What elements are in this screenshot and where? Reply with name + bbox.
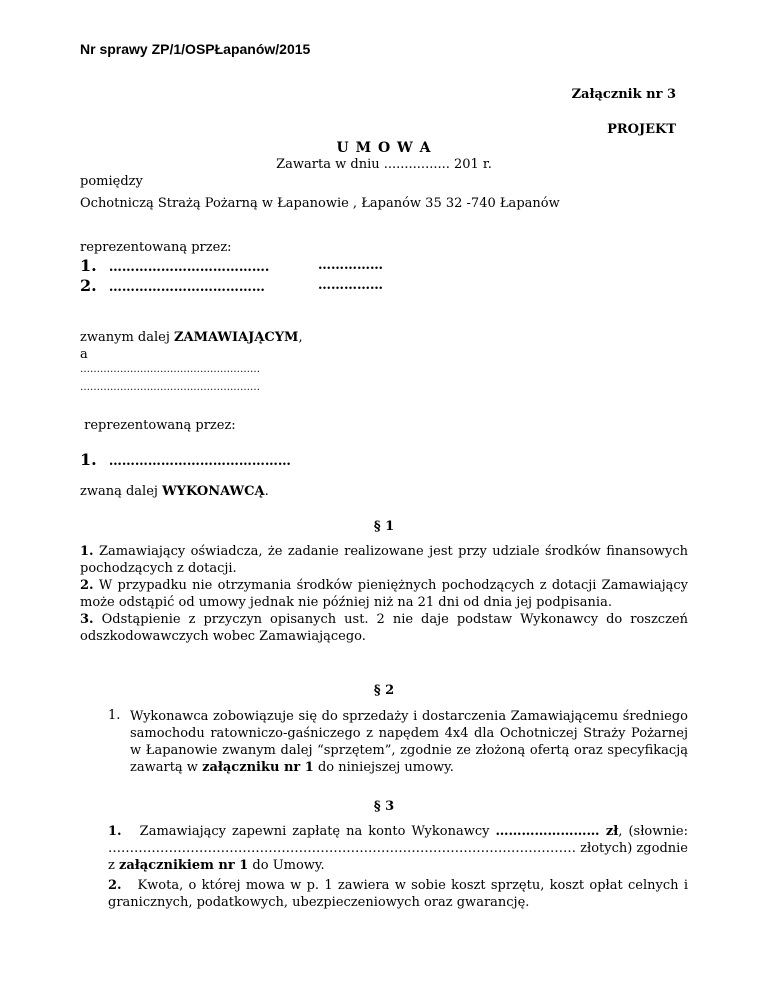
section-2-title: § 2 — [373, 683, 395, 698]
rep2-number: 1. — [80, 450, 97, 469]
p1-text-b: , (słownie: ……………………………………………………………………………………………… złotych) zgodnie z — [108, 824, 688, 873]
section-2-text — [130, 708, 688, 776]
section-2-text-b: do niniejszej umowy. — [313, 760, 454, 775]
item-text: Zamawiający oświadcza, że zadanie realizowane jest przy udziale środków finansowych pochodzących z dotacji. — [80, 544, 688, 576]
item-number: 1. — [108, 824, 122, 839]
section-1-title: § 1 — [373, 519, 395, 534]
currency: zł — [599, 824, 619, 839]
represented-by-label-2: reprezentowaną przez: — [80, 418, 236, 433]
item-text: Odstąpienie z przyczyn opisanych ust. 2 nie daje podstaw Wykonawcy do roszczeń odszkodowawczych wobec Zamawiającego. — [80, 612, 689, 644]
section-3-item-1 — [108, 823, 688, 874]
case-number-line — [80, 41, 310, 57]
item-number: 1. — [80, 544, 94, 559]
rep-name-blank: ………………………………. — [108, 260, 270, 275]
section-1-item-3 — [80, 611, 688, 645]
zamawiajacy-line — [80, 330, 303, 345]
rep-row-1 — [80, 256, 269, 275]
wykonawca-bold: WYKONAWCĄ — [162, 484, 265, 499]
p1-text-c: do Umowy. — [248, 858, 325, 873]
section-1-item-1 — [80, 543, 688, 577]
between-word: pomiędzy — [80, 174, 143, 189]
rep-name-blank: ……………………………… — [108, 280, 265, 295]
rep-role-blank: …………… — [318, 278, 383, 293]
rep-row-2 — [80, 276, 265, 295]
represented-by-label: reprezentowaną przez: — [80, 240, 232, 255]
rep2-row — [80, 450, 291, 469]
rep-number: 2. — [80, 276, 97, 295]
contractor-blank-1: ……………………………………………… — [80, 364, 260, 375]
section-3-item-2 — [108, 877, 688, 911]
project-label: PROJEKT — [607, 122, 676, 137]
wykonawca-line — [80, 484, 269, 499]
case-prefix: Nr sprawy — [80, 41, 148, 57]
section-1-item-2 — [80, 577, 688, 611]
wykonawca-pre: zwaną dalej — [80, 484, 163, 499]
contractor-blank-2: ……………………………………………… — [80, 382, 260, 393]
amount-blank: …………………… — [495, 824, 600, 839]
section-2-number: 1. — [108, 708, 121, 723]
p2-text: Kwota, o której mowa w p. 1 zawiera w sobie koszt sprzętu, koszt opłat celnych i granicznych, podatkowych, ubezpieczeniowych oraz gwarancję. — [108, 878, 688, 910]
item-number: 2. — [108, 878, 122, 893]
zamawiajacy-post: , — [298, 330, 303, 345]
section-2-text-a: Wykonawca zobowiązuje się do sprzedaży i dostarczenia Zamawiającemu średniego samochodu ratowniczo-gaśniczego z napędem 4x4 dla Ochotniczej Straży Pożarnej w Łapanowie zwanym dalej “sprzętem”, zgodnie ze złożoną ofertą oraz specyfikacją zawartą w — [130, 709, 688, 775]
rep-role-blank: …………… — [318, 258, 383, 273]
item-number: 2. — [80, 578, 94, 593]
concluded-date: Zawarta w dniu ................ 201 r. — [276, 157, 492, 172]
section-3-title: § 3 — [373, 799, 395, 814]
rep-number: 1. — [80, 256, 97, 275]
attachment-label: Załącznik nr 3 — [571, 87, 676, 102]
contract-title: U M O W A — [336, 140, 432, 156]
rep2-name-blank: …………………………………… — [108, 454, 291, 469]
item-number: 3. — [80, 612, 94, 627]
section-2-bold: załączniku nr 1 — [202, 760, 314, 775]
p1-bold: załącznikiem nr 1 — [118, 858, 249, 873]
a-word: a — [80, 347, 88, 362]
zamawiajacy-pre: zwanym dalej — [80, 330, 174, 345]
p1-text-a: Zamawiający zapewni zapłatę na konto Wykonawcy — [139, 824, 496, 839]
item-text: W przypadku nie otrzymania środków pieniężnych pochodzących z dotacji Zamawiający może odstąpić od umowy jednak nie później niż na 21 dni od dnia jej podpisania. — [80, 578, 688, 610]
party-one: Ochotniczą Strażą Pożarną w Łapanowie , Łapanów 35 32 -740 Łapanów — [80, 196, 560, 211]
zamawiajacy-bold: ZAMAWIAJĄCYM — [174, 330, 299, 345]
case-number: ZP/1/OSPŁapanów/2015 — [151, 41, 311, 57]
wykonawca-post: . — [264, 484, 269, 499]
